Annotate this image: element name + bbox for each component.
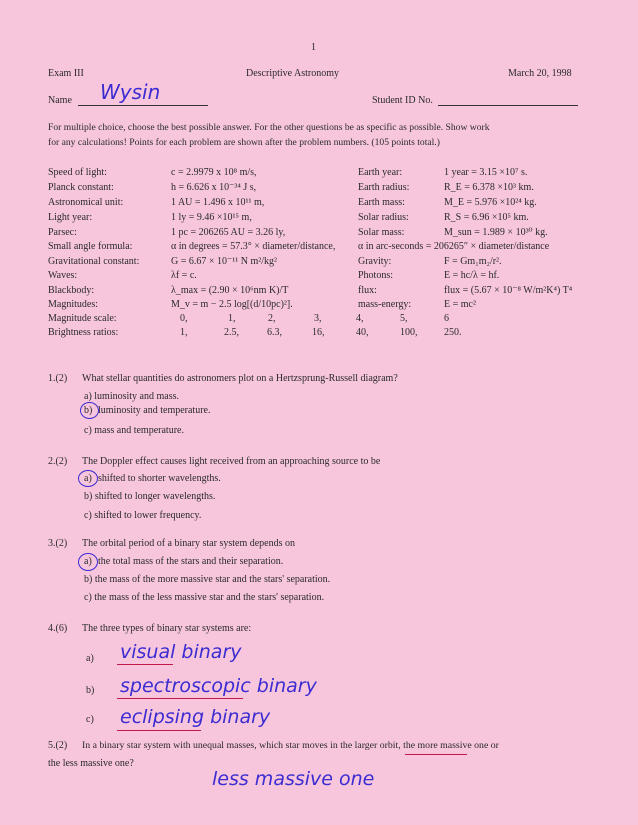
instructions-line-2: for any calculations! Points for each problem are shown after the problem numbers. (105 points total.) [48,137,440,148]
course-title: Descriptive Astronomy [246,68,340,79]
question-1-option-b-letter: b) [84,405,93,416]
question-4-label-b: b) [86,685,95,696]
question-3-number: 3.(2) [48,538,68,549]
student-id-label: Student ID No. [372,95,433,106]
question-1-option-b: luminosity and temperature. [98,405,211,416]
question-4-answer-b: spectroscopic binary [120,675,317,697]
answer-underline [405,754,467,755]
name-line [78,105,208,106]
question-4-label-c: c) [86,714,94,725]
name-label: Name [48,95,72,106]
question-2-text: The Doppler effect causes light received from an approaching source to be [82,456,381,467]
question-3-option-c: c) the mass of the less massive star and the stars' separation. [84,592,325,603]
name-handwritten: Wysin [100,80,161,104]
question-4-text: The three types of binary star systems are: [82,623,252,634]
question-4-answer-a: visual binary [120,641,242,663]
constant-row: Speed of light: c = 2.9979 x 10⁸ m/s, Earth year: 1 year = 3.15 ×10⁷ s. [48,167,528,178]
question-2-option-a: shifted to shorter wavelengths. [98,473,221,484]
constant-row: Blackbody: λ_max = (2.90 × 10⁶nm K)/T flux: flux = (5.67 × 10⁻⁸ W/m²K⁴) T⁴ [48,285,573,296]
question-1-number: 1.(2) [48,373,68,384]
question-5-answer: less massive one [212,768,375,790]
question-2-option-b: b) shifted to longer wavelengths. [84,491,216,502]
brightness-ratios-row: Brightness ratios: 1, 2.5, 6.3, 16, 40, 100, 250. [48,327,462,338]
student-id-line [438,105,578,106]
question-4-answer-c: eclipsing binary [120,706,271,728]
question-5-text-continued: the less massive one? [48,758,134,769]
question-4-number: 4.(6) [48,623,68,634]
constant-row: Gravitational constant: G = 6.67 × 10⁻¹¹ N m²/kg² Gravity: F = Gm₁m₂/r². [48,256,502,267]
question-3-option-b: b) the mass of the more massive star and the stars' separation. [84,574,331,585]
constant-row: Magnitudes: M_v = m − 2.5 log[(d/10pc)²]. mass-energy: E = mc² [48,299,476,310]
question-5-text: In a binary star system with unequal masses, which star moves in the larger orbit, the more massive one or [82,740,499,751]
answer-underline [117,664,173,665]
question-5-number: 5.(2) [48,740,68,751]
question-3-text: The orbital period of a binary star system depends on [82,538,295,549]
question-1-option-a: a) luminosity and mass. [84,391,179,402]
question-2-option-c: c) shifted to lower frequency. [84,510,202,521]
page-number: 1 [311,42,316,53]
constant-row: Waves: λf = c. Photons: E = hc/λ = hf. [48,270,500,281]
constant-row: Small angle formula: α in degrees = 57.3° × diameter/distance, α in arc-seconds = 206265″ × diameter/distance [48,241,550,252]
question-1-text: What stellar quantities do astronomers plot on a Hertzsprung-Russell diagram? [82,373,398,384]
constant-row: Planck constant: h = 6.626 x 10⁻³⁴ J s, Earth radius: R_E = 6.378 ×10³ km. [48,182,534,193]
exam-title: Exam III [48,68,84,79]
instructions-line-1: For multiple choice, choose the best possible answer. For the other questions be as specific as possible. Show work [48,122,490,133]
answer-underline [117,730,201,731]
question-3-option-a-letter: a) [84,556,92,567]
magnitude-scale-row: Magnitude scale: 0, 1, 2, 3, 4, 5, 6 [48,313,449,324]
question-2-number: 2.(2) [48,456,68,467]
question-4-label-a: a) [86,653,94,664]
question-2-option-a-letter: a) [84,473,92,484]
question-1-option-c: c) mass and temperature. [84,425,184,436]
constant-row: Parsec: 1 pc = 206265 AU = 3.26 ly, Solar mass: M_sun = 1.989 × 10³⁰ kg. [48,227,548,238]
constant-row: Light year: 1 ly = 9.46 ×10¹⁵ m, Solar radius: R_S = 6.96 ×10⁵ km. [48,212,529,223]
constant-row: Astronomical unit: 1 AU = 1.496 x 10¹¹ m, Earth mass: M_E = 5.976 ×10²⁴ kg. [48,197,537,208]
question-3-option-a: the total mass of the stars and their separation. [98,556,284,567]
exam-date: March 20, 1998 [508,68,572,79]
answer-underline [117,698,243,699]
